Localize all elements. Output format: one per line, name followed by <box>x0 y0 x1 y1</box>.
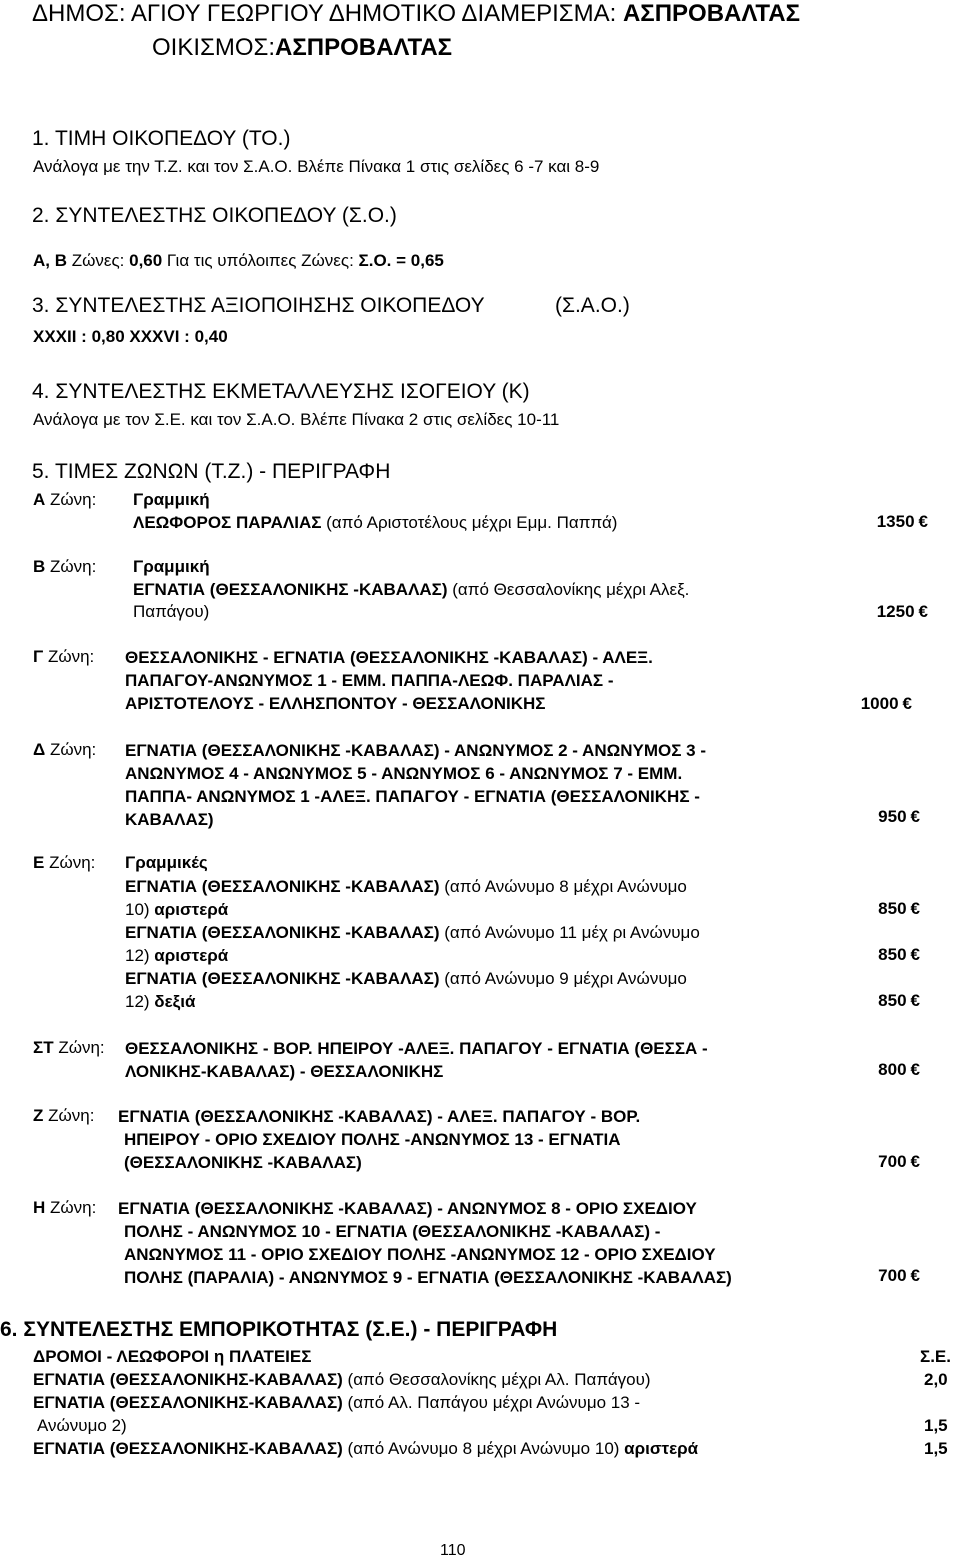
section-1-text: Ανάλογα με την Τ.Ζ. και τον Σ.Α.Ο. Βλέπε Πίνακα 1 στις σελίδες 6 -7 και 8-9 <box>33 157 600 176</box>
zone-a-label: Α Ζώνη: <box>33 490 97 509</box>
euro-icon: € <box>918 512 928 531</box>
zone-z-line: ΗΠΕΙΡΟΥ - ΟΡΙΟ ΣΧΕΔΙΟΥ ΠΟΛΗΣ -ΑΝΩΝΥΜΟΣ 13 - ΕΓΝΑΤΙΑ <box>124 1130 621 1149</box>
zone-e-street: ΕΓΝΑΤΙΑ (ΘΕΣΣΑΛΟΝΙΚΗΣ -ΚΑΒΑΛΑΣ) <box>125 969 440 988</box>
zone-e-price-3: 850 € <box>878 991 920 1010</box>
zone-b-description <box>133 579 689 601</box>
zone-e-row-1 <box>125 876 687 898</box>
header-line-2 <box>152 34 452 62</box>
zone-e-row-2-cont <box>125 945 228 967</box>
zone-h-line: ΠΟΛΗΣ (ΠΑΡΑΛΙΑ) - ΑΝΩΝΥΜΟΣ 9 - ΕΓΝΑΤΙΑ (ΘΕΣΣΑΛΟΝΙΚΗΣ -ΚΑΒΑΛΑΣ) <box>124 1268 732 1287</box>
zone-e-side: αριστερά <box>154 900 229 919</box>
zone-b-type: Γραμμική <box>133 557 210 576</box>
commercial-side: αριστερά <box>624 1439 699 1458</box>
commercial-street: ΕΓΝΑΤΙΑ (ΘΕΣΣΑΛΟΝΙΚΗΣ-ΚΑΒΑΛΑΣ) <box>33 1370 343 1389</box>
commercial-value-3: 1,5 <box>924 1439 948 1458</box>
zone-a-range: (από Αριστοτέλους μέχρι Εμμ. Παππά) <box>321 513 618 532</box>
zone-e-range-end: 10) <box>125 900 155 919</box>
commercial-header-left: ΔΡΟΜΟΙ - ΛΕΩΦΟΡΟΙ η ΠΛΑΤΕΙΕΣ <box>33 1347 312 1366</box>
euro-icon: € <box>918 602 928 621</box>
commercial-street: ΕΓΝΑΤΙΑ (ΘΕΣΣΑΛΟΝΙΚΗΣ-ΚΑΒΑΛΑΣ) <box>33 1439 343 1458</box>
header-line-1 <box>32 0 800 28</box>
zone-d-price: 950 € <box>878 807 920 826</box>
section-6-title: 6. ΣΥΝΤΕΛΕΣΤΗΣ ΕΜΠΟΡΙΚΟΤΗΤΑΣ (Σ.Ε.) - ΠΕΡΙΓΡΑΦΗ <box>0 1318 558 1341</box>
zone-e-street: ΕΓΝΑΤΙΑ (ΘΕΣΣΑΛΟΝΙΚΗΣ -ΚΑΒΑΛΑΣ) <box>125 923 440 942</box>
zone-st-description <box>125 1037 708 1083</box>
euro-icon: € <box>910 899 920 918</box>
euro-icon: € <box>910 807 920 826</box>
zone-d-label: Δ Ζώνη: <box>33 740 97 759</box>
zone-g-line: ΠΑΠΑΓΟΥ-ΑΝΩΝΥΜΟΣ 1 - ΕΜΜ. ΠΑΠΠΑ-ΛΕΩΦ. ΠΑΡΑΛΙΑΣ - <box>125 671 614 690</box>
zone-e-range-end: 12) <box>125 992 155 1011</box>
zone-e-range: (από Ανώνυμο 11 μέχ ρι Ανώνυμο <box>439 923 700 942</box>
zone-st-label: ΣΤ Ζώνη: <box>33 1038 105 1057</box>
zone-e-side: αριστερά <box>154 946 229 965</box>
zone-st-line: ΛΟΝΙΚΗΣ-ΚΑΒΑΛΑΣ) - ΘΕΣΣΑΛΟΝΙΚΗΣ <box>125 1062 444 1081</box>
zone-e-price-2: 850 € <box>878 945 920 964</box>
zone-h-label: Η Ζώνη: <box>33 1198 97 1217</box>
zone-e-row-3-cont <box>125 991 195 1013</box>
zone-d-line: ΠΑΠΠΑ- ΑΝΩΝΥΜΟΣ 1 -ΑΛΕΞ. ΠΑΠΑΓΟΥ - ΕΓΝΑΤΙΑ (ΘΕΣΣΑΛΟΝΙΚΗΣ - <box>125 787 700 806</box>
commercial-range: (από Ανώνυμο 8 μέχρι Ανώνυμο 10) <box>342 1439 625 1458</box>
zone-h-line: ΕΓΝΑΤΙΑ (ΘΕΣΣΑΛΟΝΙΚΗΣ -ΚΑΒΑΛΑΣ) - ΑΝΩΝΥΜΟΣ 8 - ΟΡΙΟ ΣΧΕΔΙΟΥ <box>118 1199 697 1218</box>
section-2-value: 0,60 <box>129 251 163 270</box>
section-2-zones-label: Ζώνες: <box>67 251 130 270</box>
zone-e-street: ΕΓΝΑΤΙΑ (ΘΕΣΣΑΛΟΝΙΚΗΣ -ΚΑΒΑΛΑΣ) <box>125 877 440 896</box>
zone-e-row-3 <box>125 968 687 990</box>
zone-e-label: Ε Ζώνη: <box>33 853 96 872</box>
zone-b-price: 1250 € <box>876 602 928 621</box>
section-3-title: 3. ΣΥΝΤΕΛΕΣΤΗΣ ΑΞΙΟΠΟΙΗΣΗΣ ΟΙΚΟΠΕΔΟΥ <box>32 294 485 317</box>
zone-e-price-1: 850 € <box>878 899 920 918</box>
page-number: 110 <box>440 1542 466 1559</box>
euro-icon: € <box>902 694 912 713</box>
section-3-text: XXXII : 0,80 XXXVI : 0,40 <box>33 327 228 346</box>
header-municipality: ΔΗΜΟΣ: ΑΓΙΟΥ ΓΕΩΡΓΙΟΥ ΔΗΜΟΤΙΚΟ ΔΙΑΜΕΡΙΣΜΑ: <box>32 0 623 27</box>
commercial-range: (από Θεσσαλονίκης μέχρι Αλ. Παπάγου) <box>342 1370 651 1389</box>
zone-h-line: ΑΝΩΝΥΜΟΣ 11 - ΟΡΙΟ ΣΧΕΔΙΟΥ ΠΟΛΗΣ -ΑΝΩΝΥΜΟΣ 12 - ΟΡΙΟ ΣΧΕΔΙΟΥ <box>124 1245 716 1264</box>
zone-a-description <box>133 512 617 534</box>
zone-h-price: 700 € <box>878 1266 920 1285</box>
zone-a-type: Γραμμική <box>133 490 210 509</box>
section-2-other-value: Σ.Ο. = 0,65 <box>358 251 444 270</box>
zone-b-description-cont: Παπάγου) <box>133 602 210 621</box>
zone-z-line: ΕΓΝΑΤΙΑ (ΘΕΣΣΑΛΟΝΙΚΗΣ -ΚΑΒΑΛΑΣ) - ΑΛΕΞ. ΠΑΠΑΓΟΥ - ΒΟΡ. <box>118 1107 641 1126</box>
euro-icon: € <box>910 1152 920 1171</box>
euro-icon: € <box>910 1060 920 1079</box>
zone-a-price: 1350 € <box>876 512 928 531</box>
header-settlement-label: ΟΙΚΙΣΜΟΣ: <box>152 34 276 61</box>
section-2-other-label: Για τις υπόλοιπες Ζώνες: <box>162 251 359 270</box>
zone-e-range-end: 12) <box>125 946 155 965</box>
commercial-row-2-cont: Ανώνυμο 2) <box>37 1416 127 1435</box>
zone-h-line: ΠΟΛΗΣ - ΑΝΩΝΥΜΟΣ 10 - ΕΓΝΑΤΙΑ (ΘΕΣΣΑΛΟΝΙΚΗΣ -ΚΑΒΑΛΑΣ) - <box>124 1222 661 1241</box>
section-3-title-abbr: (Σ.Α.Ο.) <box>555 294 630 317</box>
commercial-value-1: 2,0 <box>924 1370 948 1389</box>
zone-e-type: Γραμμικές <box>125 853 208 872</box>
section-4-text: Ανάλογα με τον Σ.Ε. και τον Σ.Α.Ο. Βλέπε Πίνακα 2 στις σελίδες 10-11 <box>33 410 560 429</box>
zone-d-line: ΕΓΝΑΤΙΑ (ΘΕΣΣΑΛΟΝΙΚΗΣ -ΚΑΒΑΛΑΣ) - ΑΝΩΝΥΜΟΣ 2 - ΑΝΩΝΥΜΟΣ 3 - <box>125 741 707 760</box>
zone-b-street: ΕΓΝΑΤΙΑ (ΘΕΣΣΑΛΟΝΙΚΗΣ -ΚΑΒΑΛΑΣ) <box>133 580 448 599</box>
header-district: ΑΣΠΡΟΒΑΛΤΑΣ <box>622 0 801 27</box>
zone-g-line: ΘΕΣΣΑΛΟΝΙΚΗΣ - ΕΓΝΑΤΙΑ (ΘΕΣΣΑΛΟΝΙΚΗΣ -ΚΑΒΑΛΑΣ) - ΑΛΕΞ. <box>125 648 653 667</box>
zone-e-side: δεξιά <box>154 992 196 1011</box>
zone-b-label: Β Ζώνη: <box>33 557 97 576</box>
zone-st-price: 800 € <box>878 1060 920 1079</box>
commercial-range: (από Αλ. Παπάγου μέχρι Ανώνυμο 13 - <box>342 1393 641 1412</box>
commercial-value-2: 1,5 <box>924 1416 948 1435</box>
zone-d-line: ΚΑΒΑΛΑΣ) <box>125 810 214 829</box>
zone-a-street: ΛΕΩΦΟΡΟΣ ΠΑΡΑΛΙΑΣ <box>133 513 322 532</box>
zone-g-label: Γ Ζώνη: <box>33 647 95 666</box>
section-5-title: 5. ΤΙΜΕΣ ΖΩΝΩΝ (Τ.Ζ.) - ΠΕΡΙΓΡΑΦΗ <box>32 460 391 483</box>
zone-e-row-2 <box>125 922 700 944</box>
zone-g-price: 1000 € <box>860 694 912 713</box>
zone-e-range: (από Ανώνυμο 9 μέχρι Ανώνυμο <box>439 969 687 988</box>
section-2-text <box>33 250 444 272</box>
zone-g-description <box>125 646 653 715</box>
commercial-street: ΕΓΝΑΤΙΑ (ΘΕΣΣΑΛΟΝΙΚΗΣ-ΚΑΒΑΛΑΣ) <box>33 1393 343 1412</box>
commercial-header-right: Σ.Ε. <box>920 1347 951 1366</box>
zone-g-line: ΑΡΙΣΤΟΤΕΛΟΥΣ - ΕΛΛΗΣΠΟΝΤΟΥ - ΘΕΣΣΑΛΟΝΙΚΗΣ <box>125 694 546 713</box>
zone-st-line: ΘΕΣΣΑΛΟΝΙΚΗΣ - ΒΟΡ. ΗΠΕΙΡΟΥ -ΑΛΕΞ. ΠΑΠΑΓΟΥ - ΕΓΝΑΤΙΑ (ΘΕΣΣΑ - <box>125 1039 708 1058</box>
zone-d-line: ΑΝΩΝΥΜΟΣ 4 - ΑΝΩΝΥΜΟΣ 5 - ΑΝΩΝΥΜΟΣ 6 - ΑΝΩΝΥΜΟΣ 7 - ΕΜΜ. <box>125 764 683 783</box>
commercial-row-2 <box>33 1392 640 1414</box>
zone-h-description <box>118 1197 732 1289</box>
header-settlement: ΑΣΠΡΟΒΑΛΤΑΣ <box>275 34 453 61</box>
commercial-row-1 <box>33 1369 651 1391</box>
section-2-zones: Α, Β <box>33 251 67 270</box>
euro-icon: € <box>910 1266 920 1285</box>
zone-d-description <box>125 739 706 831</box>
zone-e-range: (από Ανώνυμο 8 μέχρι Ανώνυμο <box>439 877 687 896</box>
zone-z-price: 700 € <box>878 1152 920 1171</box>
euro-icon: € <box>910 991 920 1010</box>
zone-z-line: (ΘΕΣΣΑΛΟΝΙΚΗΣ -ΚΑΒΑΛΑΣ) <box>124 1153 362 1172</box>
zone-e-row-1-cont <box>125 899 228 921</box>
section-1-title: 1. ΤΙΜΗ ΟΙΚΟΠΕΔΟΥ (ΤΟ.) <box>32 127 291 150</box>
section-4-title: 4. ΣΥΝΤΕΛΕΣΤΗΣ ΕΚΜΕΤΑΛΛΕΥΣΗΣ ΙΣΟΓΕΙΟΥ (Κ) <box>32 380 530 403</box>
euro-icon: € <box>910 945 920 964</box>
zone-z-label: Ζ Ζώνη: <box>33 1106 95 1125</box>
commercial-row-3 <box>33 1438 698 1460</box>
zone-b-range: (από Θεσσαλονίκης μέχρι Αλεξ. <box>447 580 690 599</box>
zone-z-description <box>118 1105 640 1174</box>
section-2-title: 2. ΣΥΝΤΕΛΕΣΤΗΣ ΟΙΚΟΠΕΔΟΥ (Σ.Ο.) <box>32 204 397 227</box>
